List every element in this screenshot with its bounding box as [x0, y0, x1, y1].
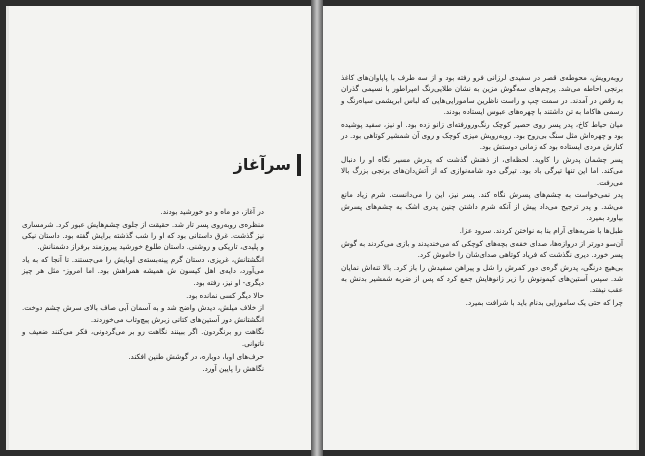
paragraph: حالا دیگر کسی نمانده بود.	[186, 290, 264, 300]
paragraph: در آغاز، دو ماه و دو خورشید بودند.	[160, 207, 264, 216]
right-page-text	[341, 72, 623, 310]
book-gutter	[311, 0, 323, 456]
paragraph: طبل‌ها با ضربه‌های آرام بنا به نواختن کردند. سرود عزا.	[459, 225, 623, 235]
paragraph: منظره‌ی روبه‌روی پسر تار شد. حقیقت از جلوی چشم‌هایش عبور کرد. شرمساری نیز گذشت. غرق داستانی بود که او را شب گذشته برایش گفته بود. داستان نیکی و پلیدی، تاریکی و روشنی. داستان طلوع خورشید پیروزمند برفراز دشمنانش.	[22, 219, 264, 252]
paragraph: حرف‌های اوبا، دوباره، در گوشش طنین افکند.	[128, 351, 264, 361]
paragraph: پسر چشمان پدرش را کاوید. لحظه‌ای، از ذهنش گذشت که پدرش مسیر نگاه او را دنبال می‌کند. اما این تنها تیرگی باد بود. تیرگی دود شامه‌نوازی که از آتش‌دان‌های برنجی بزرگ بالا می‌رفت.	[341, 155, 623, 187]
paragraph: چرا که حتی یک سامورایی بدنام باید با شرافت بمیرد.	[465, 298, 623, 308]
paragraph: بی‌هیچ درنگی، پدرش گره‌ی دور کمرش را شل و پیراهن سفیدش را باز کرد. بالا تنه‌اش نمایان شد. سپس آستین‌های کیمونوش را زیر زانوهایش جمع کرد که پس از ضربه شمشیر بدنش به عقب نیفتد.	[341, 262, 623, 295]
right-book-page	[323, 6, 639, 450]
paragraph: نگاهش را پایین آورد.	[202, 364, 264, 374]
paragraph: پدر نمی‌خواست به چشم‌های پسرش نگاه کند. پسر نیز، این را می‌دانست. شرم زیاد مانع می‌شد. و پدر ترجیح می‌داد پیش از آنکه شرم داشتن چنین پدری اشک به چشم‌های پسرش بیاورد بمیرد.	[341, 190, 623, 223]
paragraph: آن‌سو دورتر از دروازه‌ها، صدای خفه‌ی بچه‌های کوچکی که می‌خندیدند و بازی می‌کردند به گوش پسر خورد. دیری نگذشت که فریاد کوتاهی صدای‌شان را خاموش کرد.	[341, 238, 623, 259]
page-edge	[6, 6, 9, 450]
paragraph: از خلاف میلش، دیدش واضح شد و به آسمان آبی صاف بالای سرش چشم دوخت. انگشتانش دور آستین‌های کتانی زبرش پیچ‌وتاب می‌خوردند.	[22, 303, 264, 324]
paragraph: نگاهت رو برنگردون. اگر ببینند نگاهت رو بر می‌گردونی، فکر می‌کنند ضعیف و ناتوانی.	[22, 327, 264, 348]
paragraph: میان حیاط کاخ، پدر پسر روی حصیر کوچک رنگ‌ورورفته‌ای زانو زده بود. او نیز، سفید پوشیده بود و چهره‌اش مثل سنگ بی‌روح بود. روبه‌رویش میزی کوچک و روی آن شمشیر کوتاهی بود. در کنارش مردی ایستاده بود که زمانی دوستش بود.	[341, 119, 623, 152]
chapter-heading: سرآغاز	[234, 154, 301, 176]
paragraph: روبه‌رویش، محوطه‌ی قصر در سفیدی لرزانی فرو رفته بود و از سه طرف با پاپاوان‌های کاغذ برنجی احاطه می‌شد. پرچم‌های سه‌گوش مزین به نشان طلایی‌رنگ امپراطور با نسیمی گذران به رقص در آمدند. در سمت چپ و راست ناظرین سامورایی‌هایی که لباس ابریشمی سیاه‌رنگ و رسمی هاکاما به تن داشتند با چهره‌های عبوس ایستاده بودند.	[341, 73, 623, 116]
left-page-text	[22, 206, 264, 376]
page-edge	[636, 6, 639, 450]
left-book-page	[6, 6, 311, 450]
paragraph: انگشتانش، غریزی، دستان گرم پینه‌بسته‌ی اوبایش را می‌جستند. تا آنجا که به یاد می‌آورد، دایه‌ی اهل کیسون ش همیشه همراهش بود. اما امروز- مثل هر چیز دیگری- او نیز، رفته بود.	[22, 255, 264, 287]
